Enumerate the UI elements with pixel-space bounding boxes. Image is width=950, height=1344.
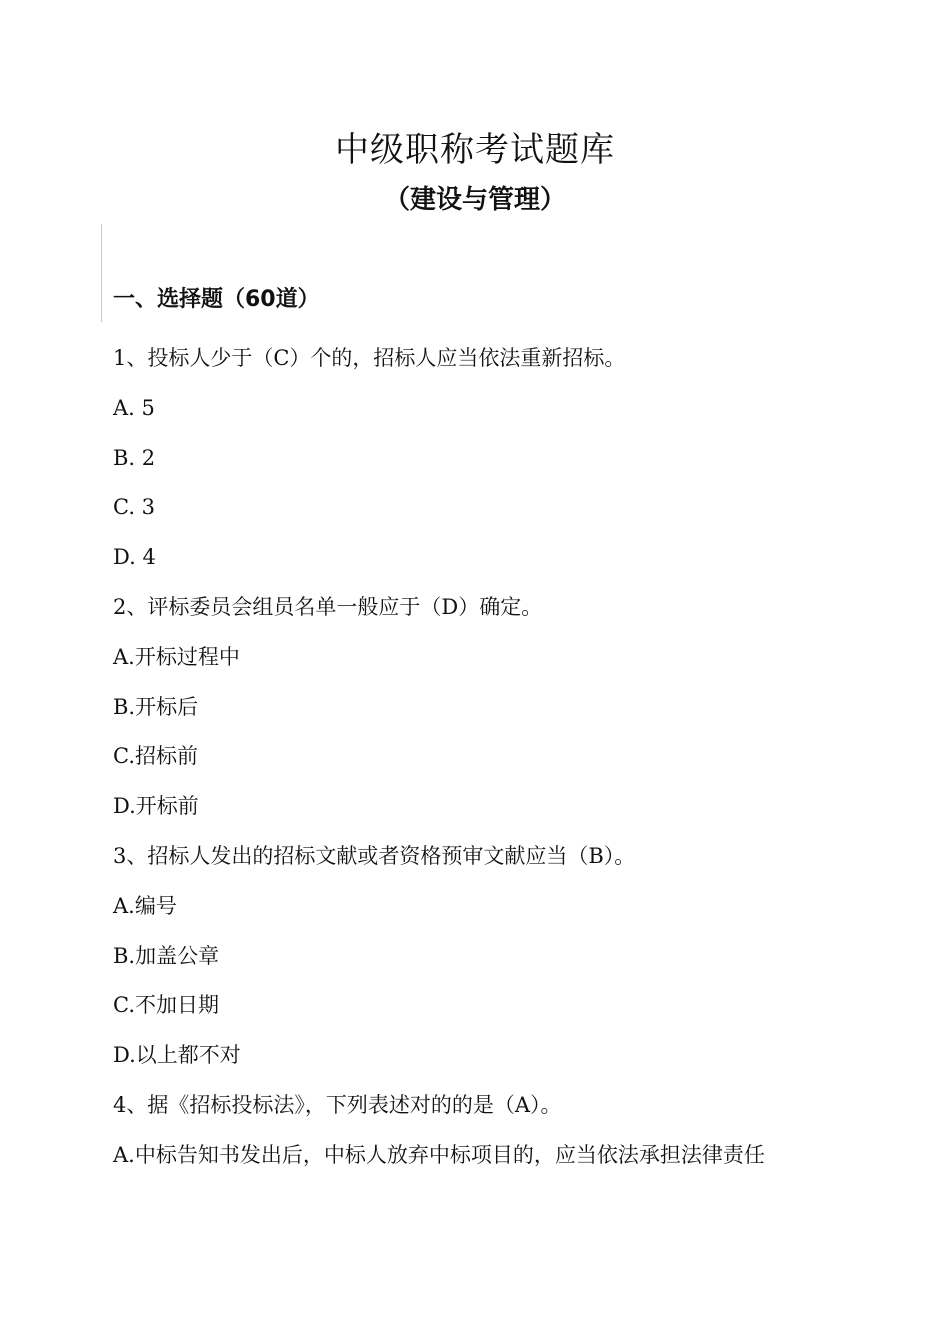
answer-option: A. 5 [113, 395, 155, 420]
answer-option: B.加盖公章 [113, 943, 220, 968]
answer-option: D.开标前 [113, 794, 199, 819]
answer-option: C.招标前 [113, 744, 198, 769]
answer-option: A.中标告知书发出后，中标人放弃中标项目的，应当依法承担法律责任 [113, 1142, 765, 1167]
question-stem: 3、招标人发出的招标文献或者资格预审文献应当（B）。 [113, 843, 636, 868]
answer-option: C. 3 [113, 495, 156, 520]
answer-option: B.开标后 [113, 694, 199, 719]
answer-option: C.不加日期 [113, 993, 219, 1018]
section-heading: 一、选择题（60道） [113, 287, 320, 312]
document-subtitle: （建设与管理） [383, 185, 566, 215]
question-stem: 1、投标人少于（C）个的，招标人应当依法重新招标。 [113, 346, 626, 370]
answer-option: B. 2 [113, 445, 156, 470]
document-title: 中级职称考试题库 [335, 130, 615, 170]
margin-rule [101, 224, 102, 322]
question-list [113, 334, 843, 1181]
answer-option: D. 4 [113, 545, 156, 570]
answer-option: A.编号 [113, 893, 177, 918]
question-stem: 4、据《招标投标法》，下列表述对的的是（A）。 [113, 1092, 562, 1117]
answer-option: D.以上都不对 [113, 1043, 241, 1068]
question-stem: 2、评标委员会组员名单一般应于（D）确定。 [113, 594, 543, 619]
answer-option: A.开标过程中 [113, 644, 240, 669]
